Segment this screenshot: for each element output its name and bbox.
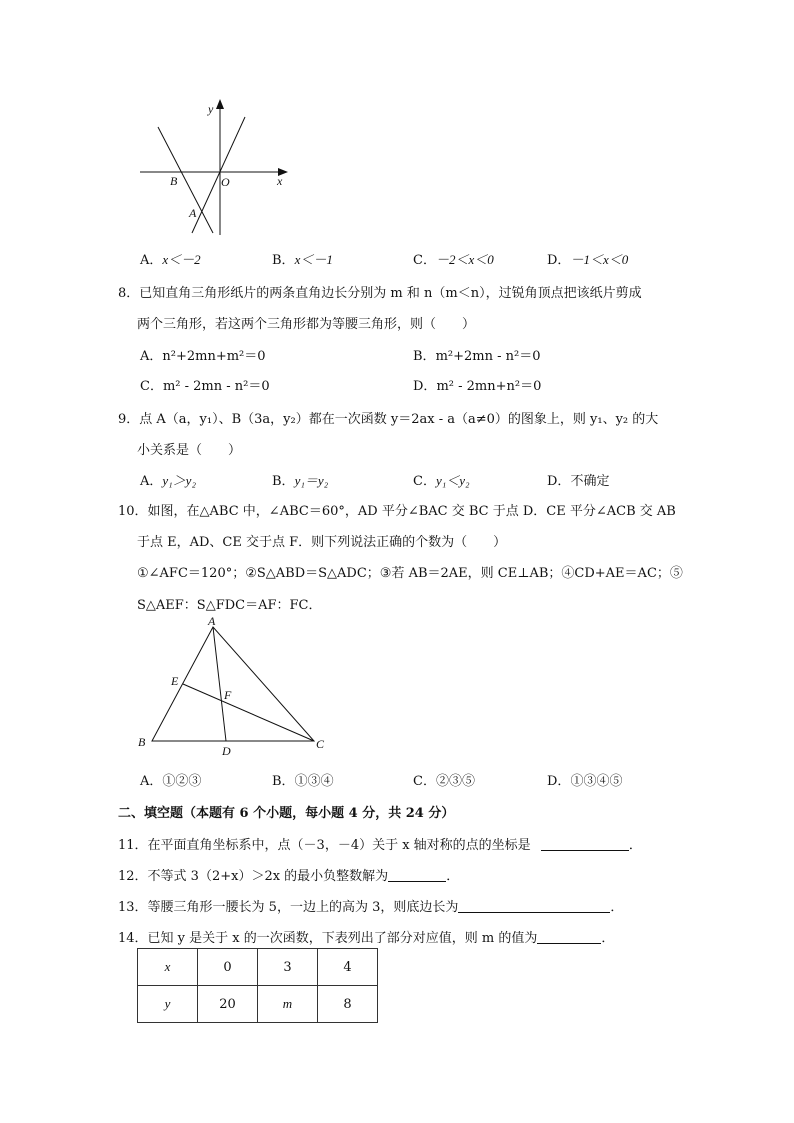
point-a-label: A xyxy=(189,206,197,220)
table-cell: 0 xyxy=(198,949,258,986)
q11-answer-blank[interactable] xyxy=(541,836,629,851)
q9-option-d[interactable]: D．不确定 xyxy=(547,474,610,489)
q9-option-b[interactable]: B．y₁＝y₂ xyxy=(272,473,329,489)
table-cell: y xyxy=(138,986,198,1023)
point-f-label: F xyxy=(224,688,232,702)
q14-stem: 14．已知 y 是关于 x 的一次函数，下表列出了部分对应值，则 m 的值为 ． xyxy=(118,931,615,946)
q9-stem-line1: 9．点 A（a，y₁）、B（3a，y₂）都在一次函数 y＝2ax - a（a≠0）的图象上，则 y₁、y₂ 的大 xyxy=(118,412,659,427)
q8-option-b[interactable]: B．m²+2mn - n²＝0 xyxy=(413,349,541,364)
y-label: y xyxy=(208,102,214,116)
origin-label: O xyxy=(221,175,230,189)
point-e-label: E xyxy=(171,674,179,688)
q11-stem: 11．在平面直角坐标系中，点（－3，－4）关于 x 轴对称的点的坐标是 ． xyxy=(118,838,642,853)
q10-option-d[interactable]: D．①③④⑤ xyxy=(547,774,623,789)
table-cell: 4 xyxy=(318,949,378,986)
q10-option-b[interactable]: B．①③④ xyxy=(272,774,334,789)
vertex-b-label: B xyxy=(138,735,146,749)
table-row xyxy=(138,949,378,986)
q13-answer-blank[interactable] xyxy=(458,898,610,913)
table-cell: x xyxy=(138,949,198,986)
q9-option-c[interactable]: C．y₁＜y₂ xyxy=(413,473,470,489)
q8-option-d[interactable]: D．m² - 2mn+n²＝0 xyxy=(413,379,542,394)
q7-option-b[interactable]: B．x＜－1 xyxy=(272,252,333,268)
q7-option-a[interactable]: A．x＜－2 xyxy=(140,252,201,268)
vertex-c-label: C xyxy=(316,737,325,751)
figure-triangle xyxy=(130,615,340,760)
q10-option-a[interactable]: A．①②③ xyxy=(140,774,202,789)
q8-stem-line2: 两个三角形，若这两个三角形都为等腰三角形，则（ ） xyxy=(137,317,476,332)
q8-option-a[interactable]: A．n²+2mn+m²＝0 xyxy=(140,349,266,364)
q8-stem-line1: 8．已知直角三角形纸片的两条直角边长分别为 m 和 n（m＜n），过锐角顶点把该纸片剪成 xyxy=(118,286,642,301)
point-d-label: D xyxy=(222,744,231,758)
q10-stem-line4: S△AEF：S△FDC＝AF：FC． xyxy=(137,598,322,613)
table-cell: 8 xyxy=(318,986,378,1023)
q10-stem-line3: ①∠AFC＝120°；②S△ABD＝S△ADC；③若 AB＝2AE，则 CE⊥AB；④CD+AE＝AC；⑤ xyxy=(137,566,683,581)
table-cell: 20 xyxy=(198,986,258,1023)
q9-stem-line2: 小关系是（ ） xyxy=(137,443,242,458)
q14-answer-blank[interactable] xyxy=(537,929,601,944)
point-b-label: B xyxy=(170,174,178,188)
q9-option-a[interactable]: A．y₁＞y₂ xyxy=(140,473,196,489)
table-row xyxy=(138,986,378,1023)
line-through-b xyxy=(158,127,213,233)
table-cell: m xyxy=(258,986,318,1023)
q7-option-d[interactable]: D．－1＜x＜0 xyxy=(547,252,629,268)
segment-ad xyxy=(213,627,226,741)
q10-stem-line1: 10．如图，在△ABC 中，∠ABC＝60°，AD 平分∠BAC 交 BC 于点 D．CE 平分∠ACB 交 AB xyxy=(118,504,676,519)
table-cell: 3 xyxy=(258,949,318,986)
q8-option-c[interactable]: C．m² - 2mn - n²＝0 xyxy=(140,379,270,394)
segment-ce xyxy=(183,684,314,741)
vertex-a-label: A xyxy=(208,615,216,628)
q12-answer-blank[interactable] xyxy=(388,867,446,882)
x-label: x xyxy=(277,174,283,188)
section-fill-blank-title: 二、填空题（本题有 6 个小题，每小题 4 分，共 24 分） xyxy=(118,806,455,821)
line-through-o xyxy=(192,117,245,233)
q12-stem: 12．不等式 3（2+x）＞2x 的最小负整数解为 ． xyxy=(118,869,460,884)
q7-option-c[interactable]: C．－2＜x＜0 xyxy=(413,252,494,268)
q13-stem: 13．等腰三角形一腰长为 5，一边上的高为 3，则底边长为 ． xyxy=(118,900,624,915)
q10-option-c[interactable]: C．②③⑤ xyxy=(413,774,475,789)
figure-coordinate-lines xyxy=(130,95,300,245)
y-axis-arrow xyxy=(216,99,224,109)
q10-stem-line2: 于点 E，AD、CE 交于点 F．则下列说法正确的个数为（ ） xyxy=(137,535,507,550)
q14-value-table xyxy=(137,948,378,1023)
